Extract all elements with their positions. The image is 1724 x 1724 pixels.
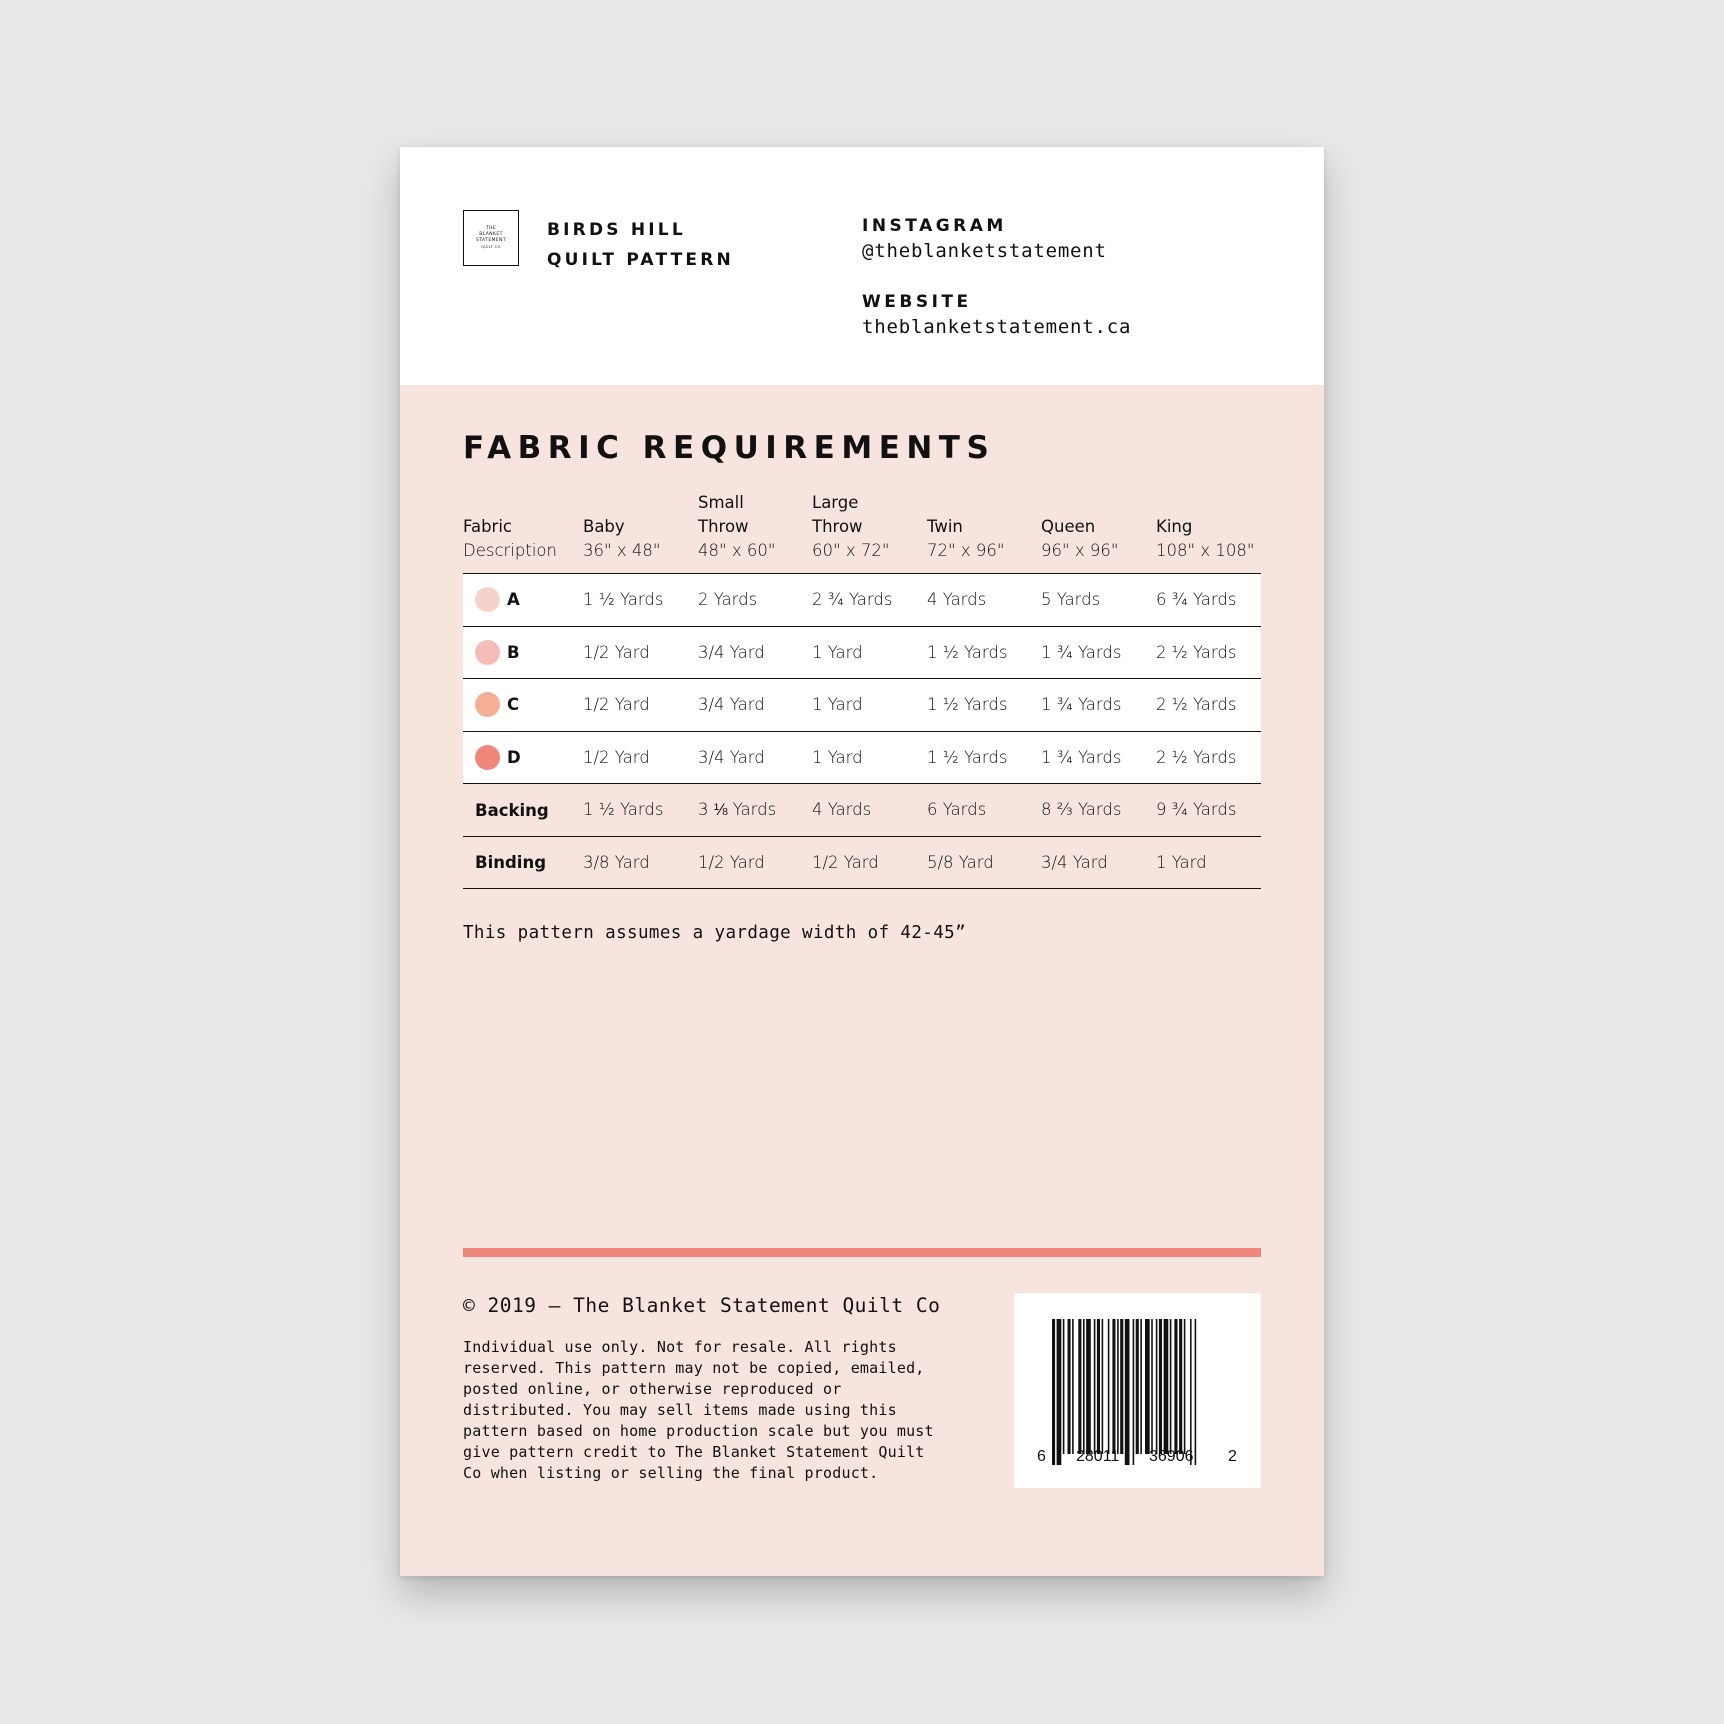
barcode-bar [1156, 1319, 1158, 1454]
barcode-bar [1102, 1319, 1104, 1454]
barcode-bar [1170, 1319, 1172, 1454]
barcode-bar [1133, 1319, 1135, 1465]
barcode-bar [1174, 1319, 1177, 1454]
pattern-title-line1: BIRDS HILL [547, 220, 686, 240]
column-header-line: Baby [583, 517, 625, 536]
fabric-label-cell [463, 574, 583, 627]
barcode-bar [1184, 1319, 1186, 1454]
barcode-bar [1117, 1319, 1119, 1454]
yardage-cell: 1 ½ Yards [583, 590, 664, 610]
yardage-cell: 9 ¾ Yards [1156, 800, 1237, 820]
barcode-bar [1140, 1319, 1142, 1454]
barcode-bar [1086, 1319, 1091, 1454]
yardage-cell: 1 Yard [1156, 852, 1207, 872]
yardage-cell: 1 ¾ Yards [1041, 695, 1122, 715]
column-header-line: 60" x 72" [812, 541, 890, 560]
table-row [463, 574, 1261, 627]
table-row [463, 731, 1261, 784]
pattern-title [547, 215, 734, 275]
yardage-cell: 4 Yards [812, 800, 872, 820]
barcode-digit: 2 [1228, 1448, 1237, 1465]
barcode-bar [1108, 1319, 1110, 1454]
yardage-cell: 2 ½ Yards [1156, 695, 1237, 715]
barcode-bar [1145, 1319, 1150, 1454]
barcode-bar [1120, 1319, 1123, 1454]
fabric-swatch [475, 640, 500, 665]
yardage-cell: 1/2 Yard [698, 852, 765, 872]
logo-line: QUILT CO [481, 245, 501, 249]
column-header-line: Large [812, 493, 859, 512]
fabric-label-cell [463, 679, 583, 732]
website-url: theblanketstatement.ca [862, 316, 1132, 338]
barcode-bar [1052, 1319, 1055, 1465]
yardage-cell: 1 ½ Yards [927, 695, 1008, 715]
logo-line: STATEMENT [475, 238, 507, 243]
column-header [583, 491, 698, 574]
copyright-text: © 2019 – The Blanket Statement Quilt Co [463, 1294, 941, 1317]
column-header [698, 491, 812, 574]
table-row [463, 784, 1261, 837]
yardage-cell: 1/2 Yard [812, 852, 879, 872]
column-header-line: Queen [1041, 517, 1096, 536]
header-band [400, 147, 1324, 385]
fabric-label-cell [463, 784, 583, 837]
table-row [463, 836, 1261, 889]
column-header [927, 491, 1041, 574]
instagram-handle: @theblanketstatement [862, 240, 1107, 262]
logo-line: BLANKET [479, 232, 503, 237]
barcode-bar [1083, 1319, 1085, 1454]
yardage-cell: 1 ½ Yards [583, 800, 664, 820]
yardage-cell: 1 Yard [812, 695, 863, 715]
barcode-bar [1063, 1319, 1065, 1454]
column-header-line: Throw [812, 517, 863, 536]
column-header [812, 491, 927, 574]
column-header-line: Twin [927, 517, 963, 536]
fabric-label: Backing [475, 800, 549, 820]
column-header-line [463, 494, 583, 515]
yardage-cell: 2 ½ Yards [1156, 747, 1237, 767]
barcode-bar [1072, 1319, 1074, 1454]
yardage-note: This pattern assumes a yardage width of 42-45” [463, 923, 967, 943]
barcode-digit: 6 [1037, 1448, 1046, 1465]
barcode-bar [1179, 1319, 1182, 1454]
barcode-bar [1159, 1319, 1162, 1454]
column-header-line [1156, 494, 1261, 515]
table-row [463, 679, 1261, 732]
accent-divider [463, 1248, 1261, 1257]
yardage-cell: 5/8 Yard [927, 852, 994, 872]
brand-logo [463, 210, 519, 266]
fabric-label: A [507, 590, 520, 610]
column-header-line: King [1156, 517, 1193, 536]
yardage-cell: 1 ¾ Yards [1041, 642, 1122, 662]
yardage-cell: 1 Yard [812, 747, 863, 767]
barcode-digit: 28011 [1076, 1448, 1120, 1465]
barcode-bar [1125, 1319, 1130, 1465]
fabric-swatch [475, 692, 500, 717]
contact-info [862, 214, 1131, 340]
barcode-bar [1190, 1319, 1192, 1465]
barcode-bar [1097, 1319, 1100, 1454]
pattern-card [400, 147, 1324, 1576]
yardage-cell: 3 ⅛ Yards [698, 799, 777, 819]
barcode [1014, 1293, 1261, 1488]
table-header-row [463, 491, 1261, 574]
column-header-line [927, 494, 1041, 515]
table-body [463, 574, 1261, 889]
column-header-line: 72" x 96" [927, 541, 1005, 560]
pattern-title-line2: QUILT PATTERN [547, 250, 734, 270]
barcode-digit: 36906 [1149, 1448, 1194, 1465]
yardage-cell: 1 ¾ Yards [1041, 747, 1122, 767]
fabric-label: D [507, 747, 521, 767]
yardage-cell: 3/4 Yard [1041, 852, 1108, 872]
yardage-cell: 6 Yards [927, 800, 987, 820]
legal-text: Individual use only. Not for resale. All rights reserved. This pattern may not be copied, emailed, posted online, or otherwise reproduced or distributed. You may sell items made using this pattern based on home production scale but you must give pattern credit to The Blanket Statement Quilt Co when listing or selling the final product. [463, 1338, 934, 1482]
column-header-line: Throw [698, 517, 749, 536]
column-header-line: 108" x 108" [1156, 541, 1255, 560]
yardage-cell: 4 Yards [927, 590, 987, 610]
yardage-cell: 2 Yards [698, 590, 758, 610]
yardage-cell: 1 ½ Yards [927, 642, 1008, 662]
yardage-cell: 2 ½ Yards [1156, 642, 1237, 662]
fabric-requirements-table [463, 491, 1261, 889]
yardage-cell: 1/2 Yard [583, 642, 650, 662]
barcode-bar [1078, 1319, 1081, 1454]
barcode-bar [1057, 1319, 1062, 1465]
column-header-line: Fabric [463, 517, 513, 536]
column-header-line: 96" x 96" [1041, 541, 1119, 560]
fabric-label: C [507, 695, 520, 715]
barcode-bar [1094, 1319, 1096, 1454]
fabric-swatch [475, 745, 500, 770]
fabric-label-cell [463, 731, 583, 784]
barcode-bar [1151, 1319, 1153, 1454]
barcode-bar [1195, 1319, 1197, 1465]
fabric-label-cell [463, 626, 583, 679]
barcode-bar [1136, 1319, 1139, 1454]
yardage-cell: 6 ¾ Yards [1156, 590, 1237, 610]
website-label: WEBSITE [862, 292, 972, 312]
column-header-line: Description [463, 541, 557, 560]
barcode-bar [1068, 1319, 1071, 1454]
fabric-label: Binding [475, 853, 547, 873]
column-header [1156, 491, 1261, 574]
yardage-cell: 3/8 Yard [583, 852, 650, 872]
barcode-bar [1164, 1319, 1169, 1454]
fabric-label: B [507, 642, 520, 662]
table-row [463, 626, 1261, 679]
yardage-cell: 8 ⅔ Yards [1041, 800, 1122, 820]
column-header [463, 491, 583, 574]
fabric-swatch [475, 587, 500, 612]
fabric-label-cell [463, 836, 583, 889]
yardage-cell: 5 Yards [1041, 590, 1101, 610]
column-header-line [1041, 494, 1156, 515]
yardage-cell: 3/4 Yard [698, 747, 765, 767]
column-header-line: 48" x 60" [698, 541, 776, 560]
yardage-cell: 3/4 Yard [698, 695, 765, 715]
instagram-label: INSTAGRAM [862, 216, 1007, 236]
section-heading: FABRIC REQUIREMENTS [463, 430, 996, 466]
yardage-cell: 2 ¾ Yards [812, 590, 893, 610]
column-header [1041, 491, 1156, 574]
column-header-line [583, 494, 698, 515]
yardage-cell: 3/4 Yard [698, 642, 765, 662]
yardage-cell: 1 Yard [812, 642, 863, 662]
column-header-line: 36" x 48" [583, 541, 661, 560]
barcode-bars [1014, 1293, 1261, 1488]
yardage-cell: 1 ½ Yards [927, 747, 1008, 767]
column-header-line: Small [698, 493, 744, 512]
yardage-cell: 1/2 Yard [583, 747, 650, 767]
yardage-cell: 1/2 Yard [583, 695, 650, 715]
logo-line: THE [485, 226, 497, 231]
barcode-bar [1112, 1319, 1115, 1454]
